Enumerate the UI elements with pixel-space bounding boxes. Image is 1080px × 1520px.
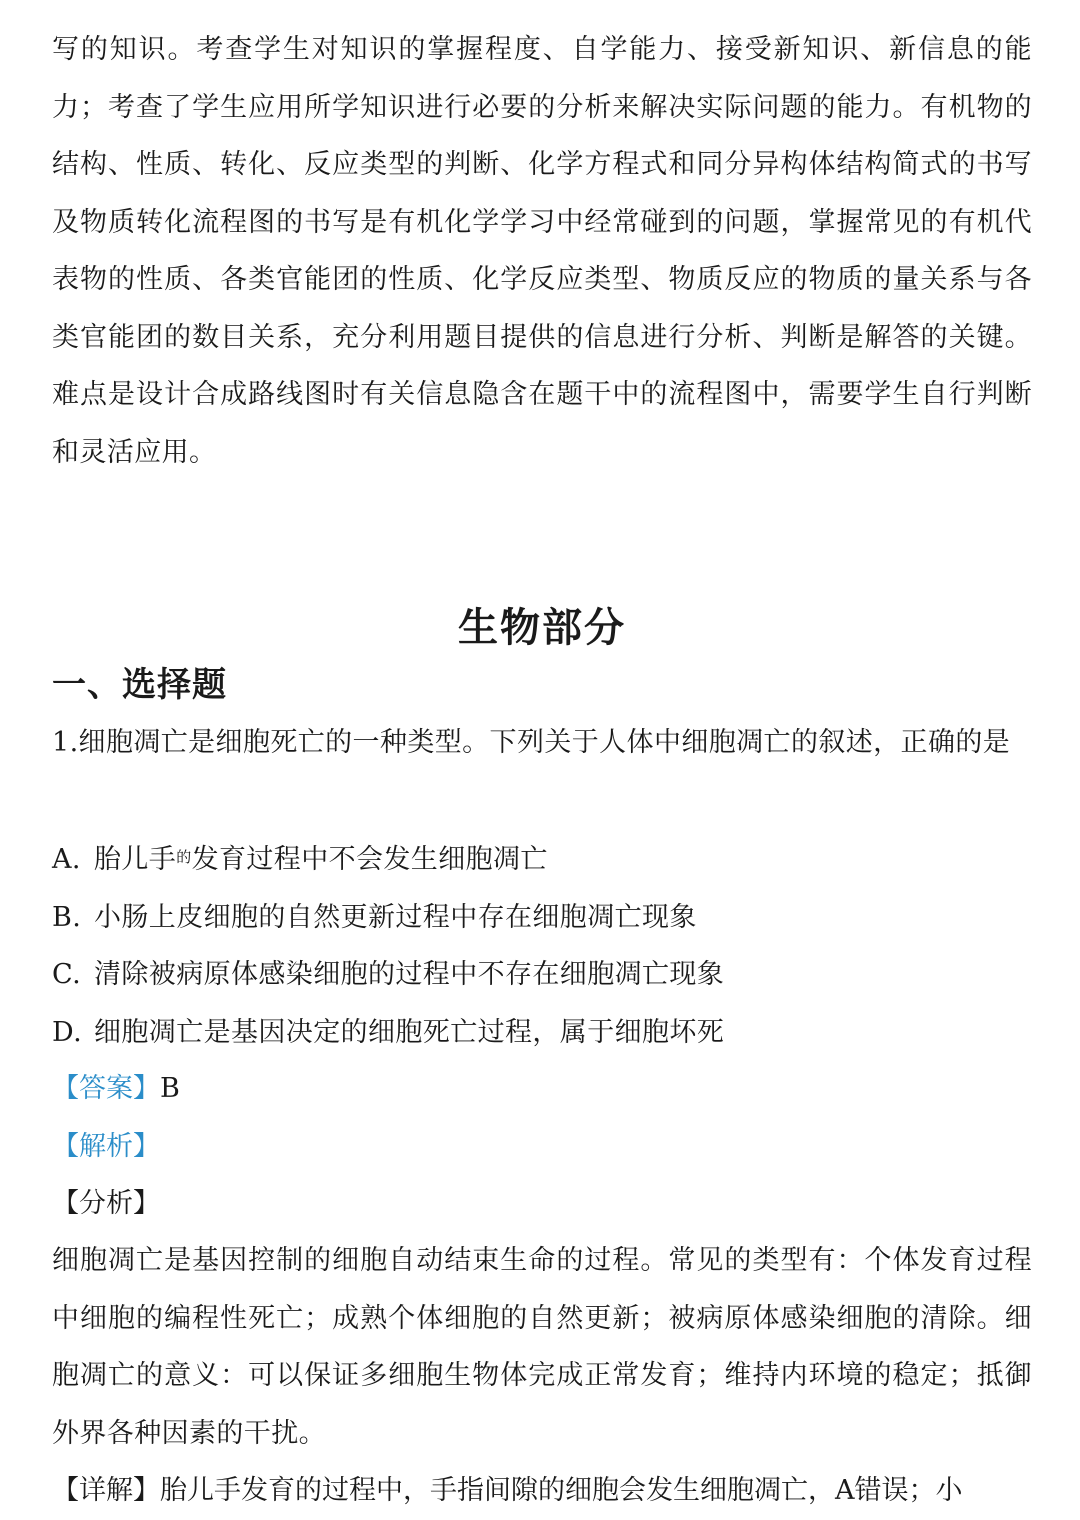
options-list: [52, 829, 1032, 1061]
detail-label: 【详解】: [52, 1475, 160, 1506]
option-a: [52, 829, 1032, 889]
option-text-part: 胎儿手: [94, 844, 177, 875]
option-b: [52, 889, 1032, 947]
answer-value: B: [160, 1073, 180, 1104]
option-text-part: 发育过程中不会发生细胞凋亡: [191, 844, 548, 875]
intro-section: [52, 21, 1032, 481]
intro-paragraph: 写的知识。考查学生对知识的掌握程度、自学能力、接受新知识、新信息的能力；考查了学生应用所学知识进行必要的分析来解决实际问题的能力。有机物的结构、性质、转化、反应类型的判断、化学方程式和同分异构体结构简式的书写及物质转化流程图的书写是有机化学学习中经常碰到的问题，掌握常见的有机代表物的性质、各类官能团的性质、化学反应类型、物质反应的物质的量关系与各类官能团的数目关系，充分利用题目提供的信息进行分析、判断是解答的关键。难点是设计合成路线图时有关信息隐含在题干中的流程图中，需要学生自行判断和灵活应用。: [52, 34, 1032, 468]
option-letter: B.: [52, 901, 82, 933]
detail-line: [52, 1462, 1032, 1520]
analysis-line: [52, 1175, 1032, 1233]
question-1: [52, 714, 1032, 772]
option-text: 小肠上皮细胞的自然更新过程中存在细胞凋亡现象: [94, 901, 697, 933]
option-text-small: 的: [176, 848, 192, 866]
answer-block: [52, 1060, 1032, 1233]
section-title: 生物部分: [458, 604, 626, 651]
option-letter: C.: [52, 959, 82, 990]
option-c: [52, 946, 1032, 1004]
question-stem: 1.细胞凋亡是细胞死亡的一种类型。下列关于人体中细胞凋亡的叙述，正确的是: [52, 727, 1011, 758]
option-text: 细胞凋亡是基因决定的细胞死亡过程，属于细胞坏死: [94, 1016, 725, 1048]
option-letter: D.: [52, 1016, 83, 1048]
option-d: [52, 1004, 1032, 1062]
answer-label: 【答案】: [52, 1073, 160, 1104]
analysis-label: 【分析】: [52, 1188, 160, 1219]
answer-line: [52, 1060, 1032, 1118]
option-letter: A.: [52, 844, 81, 875]
detail-text: 胎儿手发育的过程中，手指间隙的细胞会发生细胞凋亡，A错误；小: [160, 1475, 963, 1506]
explain-label: 【解析】: [52, 1130, 160, 1162]
analysis-section: [52, 1232, 1032, 1462]
analysis-paragraph: 细胞凋亡是基因控制的细胞自动结束生命的过程。常见的类型有：个体发育过程中细胞的编程性死亡；成熟个体细胞的自然更新；被病原体感染细胞的清除。细胞凋亡的意义：可以保证多细胞生物体完成正常发育；维持内环境的稳定；抵御外界各种因素的干扰。: [52, 1245, 1032, 1449]
explain-line: [52, 1118, 1032, 1176]
section-subtitle: 一、选择题: [52, 665, 227, 705]
option-text: 清除被病原体感染细胞的过程中不存在细胞凋亡现象: [94, 959, 725, 990]
